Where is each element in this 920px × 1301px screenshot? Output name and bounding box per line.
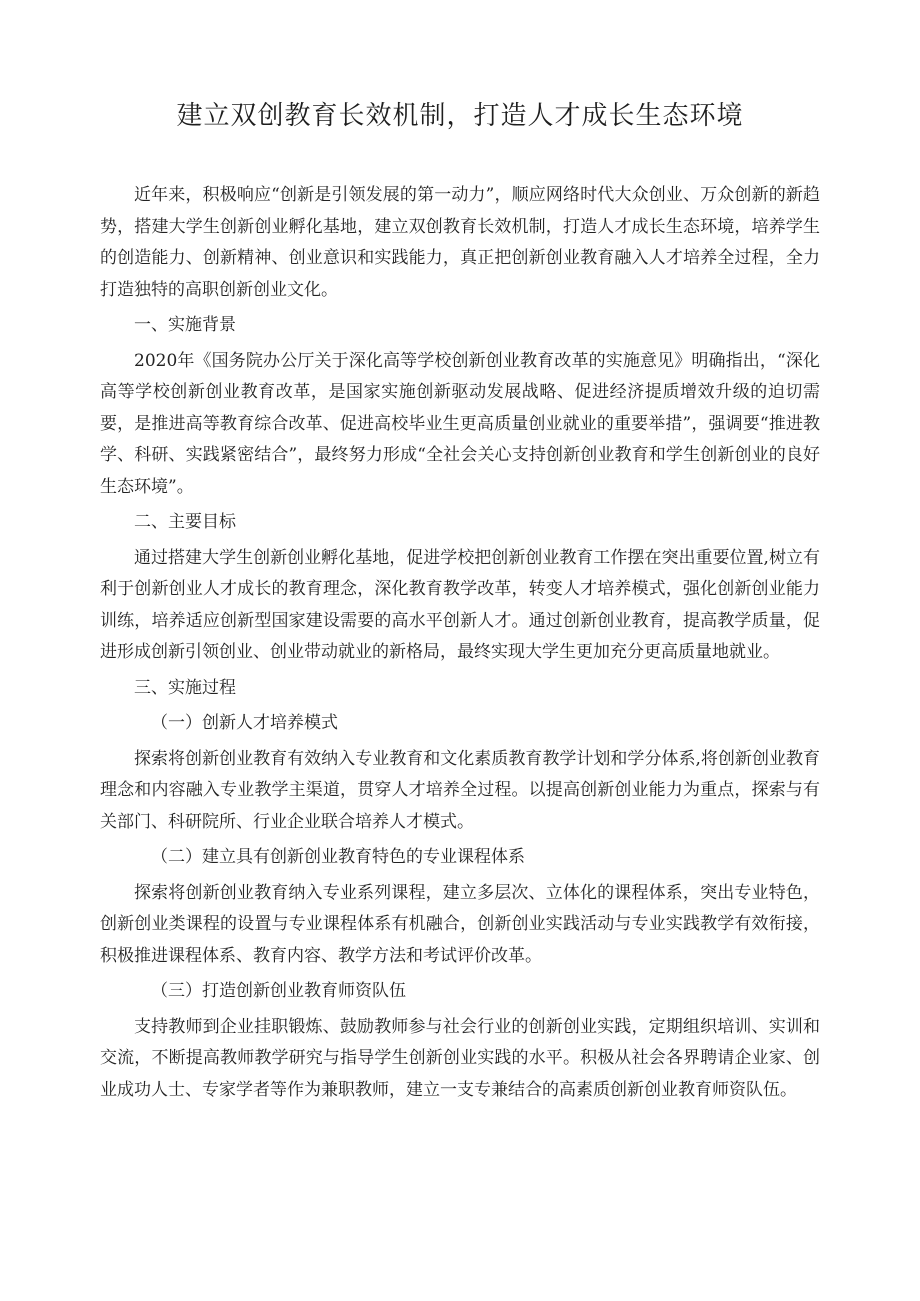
- intro-paragraph: 近年来，积极响应“创新是引领发展的第一动力”，顺应网络时代大众创业、万众创新的新趋势，搭建大学生创新创业孵化基地，建立双创教育长效机制，打造人才成长生态环境，培养学生的创造能力、创新精神、创业意识和实践能力，真正把创新创业教育融入人才培养全过程，全力打造独特的高职创新创业文化。: [100, 185, 820, 300]
- subsection-heading-talent-model: （一）创新人才培养模式: [151, 713, 338, 733]
- section-heading-goals: 二、主要目标: [134, 512, 236, 532]
- section-heading-process: 三、实施过程: [134, 677, 236, 698]
- subsection-body-faculty: 支持教师到企业挂职锻炼、鼓励教师参与社会行业的创新创业实践，定期组织培训、实训和交流，不断提高教师教学研究与指导学生创新创业实践的水平。积极从社会各界聘请企业家、创业成功人士、专家学者等作为兼职教师，建立一支专兼结合的高素质创新创业教育师资队伍。: [100, 1016, 820, 1100]
- document-title: 建立双创教育长效机制，打造人才成长生态环境: [176, 101, 744, 131]
- section-heading-background: 一、实施背景: [134, 315, 236, 335]
- subsection-body-talent-model: 探索将创新创业教育有效纳入专业教育和文化素质教育教学计划和学分体系,将创新创业教育理念和内容融入专业教学主渠道，贯穿人才培养全过程。以提高创新创业能力为重点，探索与有关部门、科研院所、行业企业联合培养人才模式。: [100, 748, 820, 832]
- subsection-heading-faculty: （三）打造创新创业教育师资队伍: [151, 981, 406, 1001]
- section-body-background: 2020年《国务院办公厅关于深化高等学校创新创业教育改革的实施意见》明确指出，“深化高等学校创新创业教育改革，是国家实施创新驱动发展战略、促进经济提质增效升级的迫切需要，是推进高等教育综合改革、促进高校毕业生更高质量创业就业的重要举措”，强调要“推进教学、科研、实践紧密结合”，最终努力形成“全社会关心支持创新创业教育和学生创新创业的良好生态环境”。: [100, 350, 820, 497]
- subsection-body-curriculum: 探索将创新创业教育纳入专业系列课程，建立多层次、立体化的课程体系，突出专业特色，创新创业类课程的设置与专业课程体系有机融合，创新创业实践活动与专业实践教学有效衔接，积极推进课程体系、教育内容、教学方法和考试评价改革。: [100, 882, 820, 966]
- subsection-heading-curriculum: （二）建立具有创新创业教育特色的专业课程体系: [151, 847, 525, 867]
- section-body-goals: 通过搭建大学生创新创业孵化基地，促进学校把创新创业教育工作摆在突出重要位置,树立有利于创新创业人才成长的教育理念，深化教育教学改革，转变人才培养模式，强化创新创业能力训练，培养适应创新型国家建设需要的高水平创新人才。通过创新创业教育，提高教学质量，促进形成创新引领创业、创业带动就业的新格局，最终实现大学生更加充分更高质量地就业。: [100, 547, 820, 662]
